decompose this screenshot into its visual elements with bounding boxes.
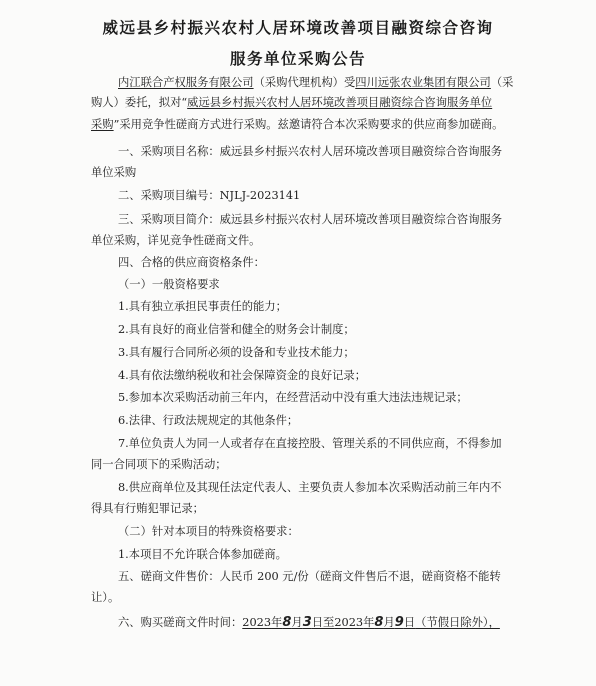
section1-line2: 单位采购	[91, 166, 137, 179]
section3-line1: 三、采购项目简介：威远县乡村振兴农村人居环境改善项目融资综合咨询服务	[118, 213, 503, 226]
intro-line1	[118, 76, 513, 90]
agency-name: 内江联合产权服务有限公司	[118, 76, 254, 89]
start-year-unit: 年	[271, 616, 283, 629]
doc-title-line1: 威远县乡村振兴农村人居环境改善项目融资综合咨询	[102, 19, 494, 37]
purchase-time-label: 六、购买磋商文件时间：	[118, 616, 243, 629]
agency-role: （采购代理机构）受	[253, 76, 356, 89]
start-date	[242, 616, 500, 629]
general-req-item7-line1: 7.单位负责人为同一人或者存在直接控股、管理关系的不同供应商，不得参加	[118, 437, 502, 450]
end-year: 2023	[334, 616, 364, 629]
general-req-item: 6.法律、行政法规规定的其他条件；	[118, 414, 299, 427]
holiday-note: （节假日除外），	[415, 616, 500, 629]
section2: 二、采购项目编号：NJLJ-2023141	[118, 189, 301, 202]
doc-title-line2: 服务单位采购公告	[229, 50, 366, 68]
section5-line1: 五、磋商文件售价：人民币 200 元/份（磋商文件售后不退，磋商资格不能转	[118, 570, 501, 583]
intro-line3	[91, 118, 503, 132]
section1-line1: 一、采购项目名称：威远县乡村振兴农村人居环境改善项目融资综合咨询服务	[118, 145, 503, 158]
purchaser-role-b: 购人）委托，拟对“	[91, 96, 188, 109]
general-req-item8-line1: 8.供应商单位及其现任法定代表人、主要负责人参加本次采购活动前三年内不	[118, 481, 502, 494]
start-year: 2023	[242, 616, 272, 629]
purchaser-name: 四川远张农业集团有限公司	[355, 76, 491, 89]
start-month: 8	[282, 615, 292, 630]
project-name-b: 采购	[91, 118, 114, 131]
section6-purchase-time	[118, 616, 500, 630]
end-year-unit: 年	[363, 616, 375, 629]
end-month-unit: 月	[383, 616, 395, 629]
project-name-a: 威远县乡村振兴农村人居环境改善项目融资综合咨询服务单位	[187, 96, 493, 109]
special-req-item: 1.本项目不允许联合体参加磋商。	[118, 548, 287, 561]
general-req-item: 1.具有独立承担民事责任的能力；	[118, 300, 287, 313]
general-req-item: 4.具有依法缴纳税收和社会保障资金的良好记录；	[118, 369, 367, 382]
end-day: 9	[394, 615, 404, 630]
section4-heading: 四、合格的供应商资格条件：	[118, 256, 265, 269]
start-day: 3	[302, 615, 312, 630]
end-month: 8	[374, 615, 384, 630]
general-req-heading: （一）一般资格要求	[118, 278, 220, 291]
start-month-unit: 月	[291, 616, 303, 629]
intro-tail: ”采用竞争性磋商方式进行采购。兹邀请符合本次采购要求的供应商参加磋商。	[113, 118, 504, 131]
special-req-heading: （二）针对本项目的特殊资格要求：	[118, 525, 299, 538]
general-req-item: 5.参加本次采购活动前三年内，在经营活动中没有重大违法违规记录；	[118, 391, 468, 404]
general-req-item7-line2: 同一合同项下的采购活动；	[91, 458, 227, 471]
section5-line2: 让）。	[91, 591, 120, 604]
end-day-unit: 日	[403, 616, 416, 629]
intro-line2	[91, 96, 492, 110]
purchaser-role-a: （采	[490, 76, 514, 89]
start-day-unit: 日至	[311, 616, 335, 629]
section3-line2: 单位采购，详见竞争性磋商文件。	[91, 234, 261, 247]
general-req-item8-line2: 得具有行贿犯罪记录；	[91, 502, 204, 515]
general-req-item: 3.具有履行合同所必须的设备和专业技术能力；	[118, 346, 355, 359]
general-req-item: 2.具有良好的商业信誉和健全的财务会计制度；	[118, 323, 355, 336]
